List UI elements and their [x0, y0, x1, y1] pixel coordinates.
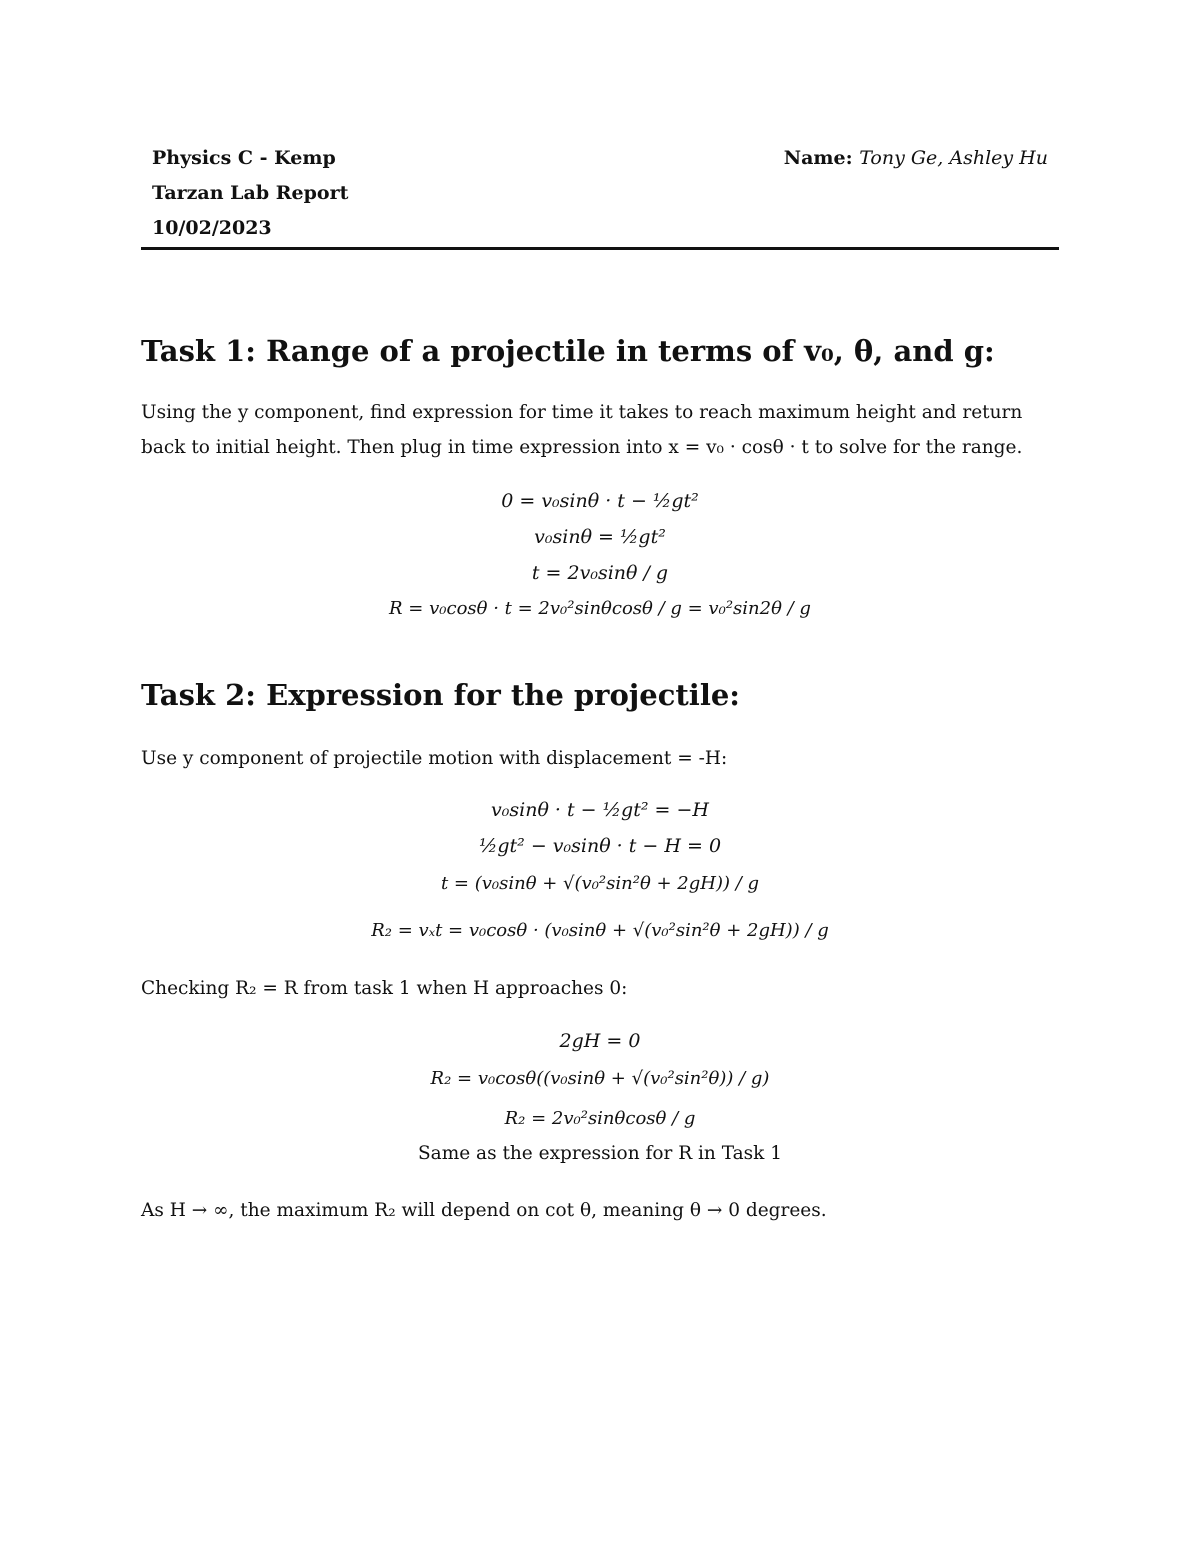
- report-date: 10/02/2023: [152, 217, 272, 239]
- header-rule: [141, 247, 1059, 250]
- task1-equation-1: 0 = v₀sinθ · t − ½gt²: [501, 490, 699, 512]
- task1-intro-line2: back to initial height. Then plug in time expression into x = v₀ · cosθ · t to solve for the range.: [141, 437, 1023, 458]
- task1-heading: Task 1: Range of a projectile in terms of v₀, θ, and g:: [141, 334, 995, 368]
- header-right: [784, 146, 1048, 170]
- task1-equation-4: R = v₀cosθ · t = 2v₀²sinθcosθ / g = v₀²sin2θ / g: [389, 598, 811, 619]
- task2-check-equation-2: R₂ = v₀cosθ((v₀sinθ + √(v₀²sin²θ)) / g): [430, 1068, 770, 1089]
- name-label: Name:: [783, 147, 853, 169]
- task2-heading: Task 2: Expression for the projectile:: [141, 678, 740, 712]
- task2-limit-text: As H → ∞, the maximum R₂ will depend on cot θ, meaning θ → 0 degrees.: [141, 1200, 827, 1221]
- task1-intro-line1: Using the y component, find expression for time it takes to reach maximum height and return: [141, 402, 1023, 423]
- task2-check-equation-3: R₂ = 2v₀²sinθcosθ / g: [504, 1108, 696, 1129]
- task2-equation-3: t = (v₀sinθ + √(v₀²sin²θ + 2gH)) / g: [440, 873, 760, 894]
- task2-equation-1: v₀sinθ · t − ½gt² = −H: [491, 799, 709, 821]
- report-title: Tarzan Lab Report: [152, 182, 349, 204]
- task2-check-equation-1: 2gH = 0: [559, 1030, 641, 1052]
- task1-equation-3: t = 2v₀sinθ / g: [531, 562, 669, 584]
- task1-equation-2: v₀sinθ = ½gt²: [534, 526, 666, 548]
- task2-same-text: Same as the expression for R in Task 1: [417, 1143, 783, 1164]
- author-names: Tony Ge, Ashley Hu: [859, 147, 1048, 169]
- task2-equation-4: R₂ = vₓt = v₀cosθ · (v₀sinθ + √(v₀²sin²θ + 2gH)) / g: [371, 920, 829, 941]
- course-title: Physics C - Kemp: [152, 147, 336, 169]
- task1-intro: [141, 395, 1061, 465]
- task2-check-text: Checking R₂ = R from task 1 when H approaches 0:: [141, 978, 628, 999]
- task2-equation-2: ½gt² − v₀sinθ · t − H = 0: [478, 835, 722, 857]
- task2-intro: Use y component of projectile motion with displacement = -H:: [141, 748, 728, 769]
- header-left: [152, 146, 348, 251]
